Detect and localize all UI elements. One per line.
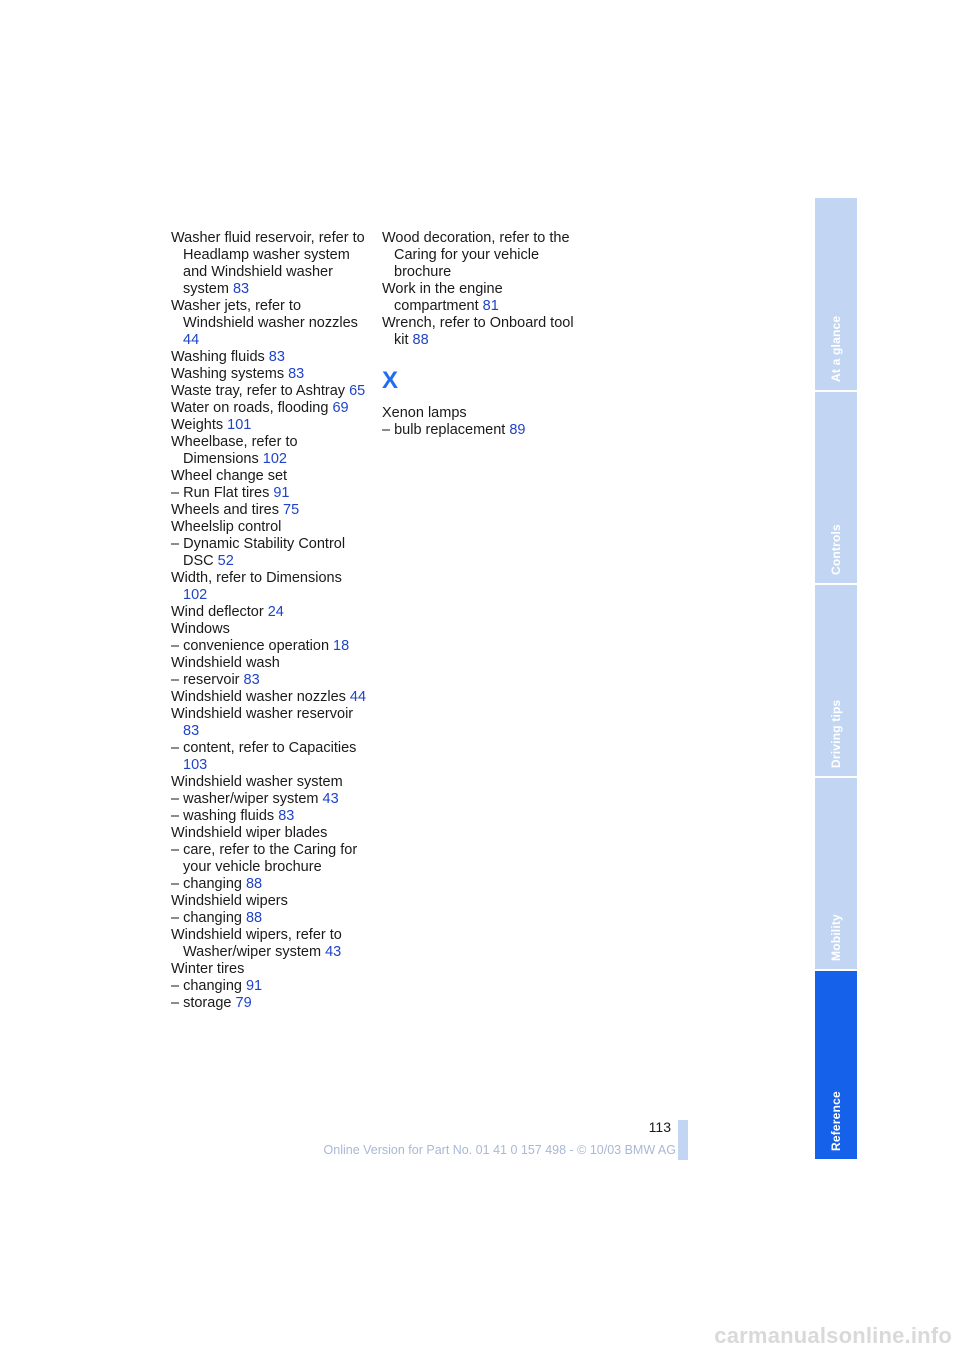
index-entry [382, 281, 578, 315]
entry-text: Wheelslip control [171, 519, 282, 535]
entry-text: Wrench, refer to Onboard tool kit [382, 315, 574, 348]
page-reference-link[interactable]: 69 [332, 400, 349, 416]
index-entry [171, 417, 367, 434]
watermark: carmanualsonline.info [714, 1323, 952, 1348]
index-entry [171, 876, 367, 893]
index-entry [171, 638, 367, 655]
index-entry [171, 434, 367, 468]
page-reference-link[interactable]: 88 [412, 332, 429, 348]
entry-text: Windshield washer nozzles [171, 689, 346, 705]
entry-text: – bulb replacement [382, 422, 506, 438]
index-entry [171, 485, 367, 502]
tab-label: Mobility [829, 914, 843, 961]
entry-text: Wheelbase, refer to Dimensions [171, 434, 298, 467]
page-reference-link[interactable]: 88 [245, 876, 263, 892]
entry-text: Work in the engine compartment [382, 281, 503, 314]
index-column-right [382, 230, 578, 439]
index-entry [171, 672, 367, 689]
index-entry [171, 604, 367, 621]
page-reference-link[interactable]: 44 [349, 689, 367, 705]
section-tabs [815, 198, 857, 1161]
index-entry [171, 655, 367, 672]
index-entry [171, 791, 367, 808]
tab-label: Driving tips [829, 699, 843, 768]
index-entry [171, 927, 367, 961]
entry-text: Wood decoration, refer to the Caring for your vehicle brochure [382, 230, 570, 280]
tab-reference[interactable] [815, 971, 857, 1161]
page-reference-link[interactable]: 24 [267, 604, 284, 620]
entry-text: Windshield wash [171, 655, 280, 671]
index-entry [382, 422, 578, 439]
index-entry [171, 400, 367, 417]
index-column-left [171, 230, 367, 1012]
entry-text: Width, refer to Dimensions [171, 570, 342, 586]
tab-mobility[interactable] [815, 778, 857, 971]
index-entry [171, 366, 367, 383]
tab-controls[interactable] [815, 392, 857, 585]
index-entry [382, 405, 578, 422]
index-entry [171, 519, 367, 536]
index-group-w-continued [382, 230, 578, 349]
page-reference-link[interactable]: 43 [322, 791, 339, 807]
index-entry [171, 842, 367, 876]
entry-text: – changing [171, 978, 242, 994]
page-reference-link[interactable]: 43 [325, 944, 342, 960]
entry-text: – content, refer to Capacities [171, 740, 357, 756]
entry-text: Washer jets, refer to Windshield washer nozzles [171, 298, 358, 331]
page-reference-link[interactable]: 83 [243, 672, 260, 688]
entry-text: Waste tray, refer to Ashtray [171, 383, 346, 399]
page-reference-link[interactable]: 102 [262, 451, 287, 467]
entry-text: Windshield washer reservoir [171, 706, 354, 722]
entry-text: – care, refer to the Caring for your vehicle brochure [171, 842, 358, 875]
entry-text: – washing fluids [171, 808, 275, 824]
entry-text: – changing [171, 876, 242, 892]
letter-heading-x: X [382, 367, 399, 394]
page-reference-link[interactable]: 83 [278, 808, 295, 824]
tab-driving-tips[interactable] [815, 585, 857, 778]
entry-text: – changing [171, 910, 242, 926]
index-entry [171, 893, 367, 910]
page-reference-link[interactable]: 89 [509, 422, 526, 438]
entry-text: Washing systems [171, 366, 285, 382]
entry-text: Windshield wipers [171, 893, 288, 909]
page-number: 113 [648, 1119, 671, 1135]
entry-text: Washer fluid reservoir, refer to Headlamp washer system and Windshield washer system [171, 230, 365, 297]
page-reference-link[interactable]: 79 [235, 995, 252, 1011]
index-entry [171, 808, 367, 825]
entry-text: Windows [171, 621, 230, 637]
index-entry [171, 961, 367, 978]
page-reference-link[interactable]: 91 [245, 978, 263, 994]
index-entry [171, 468, 367, 485]
entry-text: Windshield wiper blades [171, 825, 328, 841]
index-entry [382, 315, 578, 349]
page-reference-link[interactable]: 83 [288, 366, 305, 382]
tab-label: Reference [829, 1091, 843, 1151]
entry-text: – Dynamic Stability Control DSC [171, 536, 346, 569]
index-entry [171, 298, 367, 349]
entry-text: – convenience operation [171, 638, 330, 654]
entry-text: Xenon lamps [382, 405, 467, 421]
entry-text: Wheel change set [171, 468, 288, 484]
page-reference-link[interactable]: 75 [283, 502, 300, 518]
page-reference-link[interactable]: 81 [482, 298, 499, 314]
index-entry [171, 536, 367, 570]
entry-text: – washer/wiper system [171, 791, 319, 807]
entry-text: Washing fluids [171, 349, 265, 365]
tab-label: At a glance [829, 315, 843, 382]
entry-text: Wheels and tires [171, 502, 279, 518]
entry-text: – Run Flat tires [171, 485, 270, 501]
entry-text: – storage [171, 995, 232, 1011]
index-entry [171, 995, 367, 1012]
page-reference-link[interactable]: 44 [183, 332, 200, 348]
index-entry [171, 910, 367, 927]
page-reference-link[interactable]: 65 [349, 383, 366, 399]
index-entry [171, 978, 367, 995]
index-entry [382, 230, 578, 281]
entry-text: Wind deflector [171, 604, 264, 620]
index-entry [171, 706, 367, 740]
entry-text: Water on roads, flooding [171, 400, 329, 416]
footer-online-version: Online Version for Part No. 01 41 0 157 498 - © 10/03 BMW AG [323, 1143, 676, 1157]
index-entry [171, 740, 367, 774]
index-entry [171, 502, 367, 519]
entry-text: Windshield washer system [171, 774, 343, 790]
page-reference-link[interactable]: 88 [245, 910, 263, 926]
page-reference-link[interactable]: 91 [273, 485, 290, 501]
entry-text: Winter tires [171, 961, 245, 977]
index-entry [171, 383, 367, 400]
page-reference-link[interactable]: 83 [232, 281, 250, 297]
index-entry [171, 621, 367, 638]
index-group-x [382, 405, 578, 439]
entry-text: Weights [171, 417, 224, 433]
page-reference-link[interactable]: 83 [183, 723, 200, 739]
entry-text: Windshield wipers, refer to Washer/wiper system [171, 927, 342, 960]
index-entry [171, 825, 367, 842]
index-entry [171, 230, 367, 298]
index-entry [171, 570, 367, 604]
page-reference-link[interactable]: 18 [333, 638, 350, 654]
page-reference-link[interactable]: 101 [227, 417, 252, 433]
page-reference-link[interactable]: 103 [183, 757, 208, 773]
tab-label: Controls [829, 524, 843, 575]
index-entry [171, 774, 367, 791]
page-marker [678, 1120, 688, 1160]
index-entry [171, 689, 367, 706]
tab-at-a-glance[interactable] [815, 198, 857, 392]
page-reference-link[interactable]: 83 [268, 349, 285, 365]
index-entry [171, 349, 367, 366]
page-reference-link[interactable]: 52 [217, 553, 234, 569]
entry-text: – reservoir [171, 672, 240, 688]
page-reference-link[interactable]: 102 [183, 587, 208, 603]
